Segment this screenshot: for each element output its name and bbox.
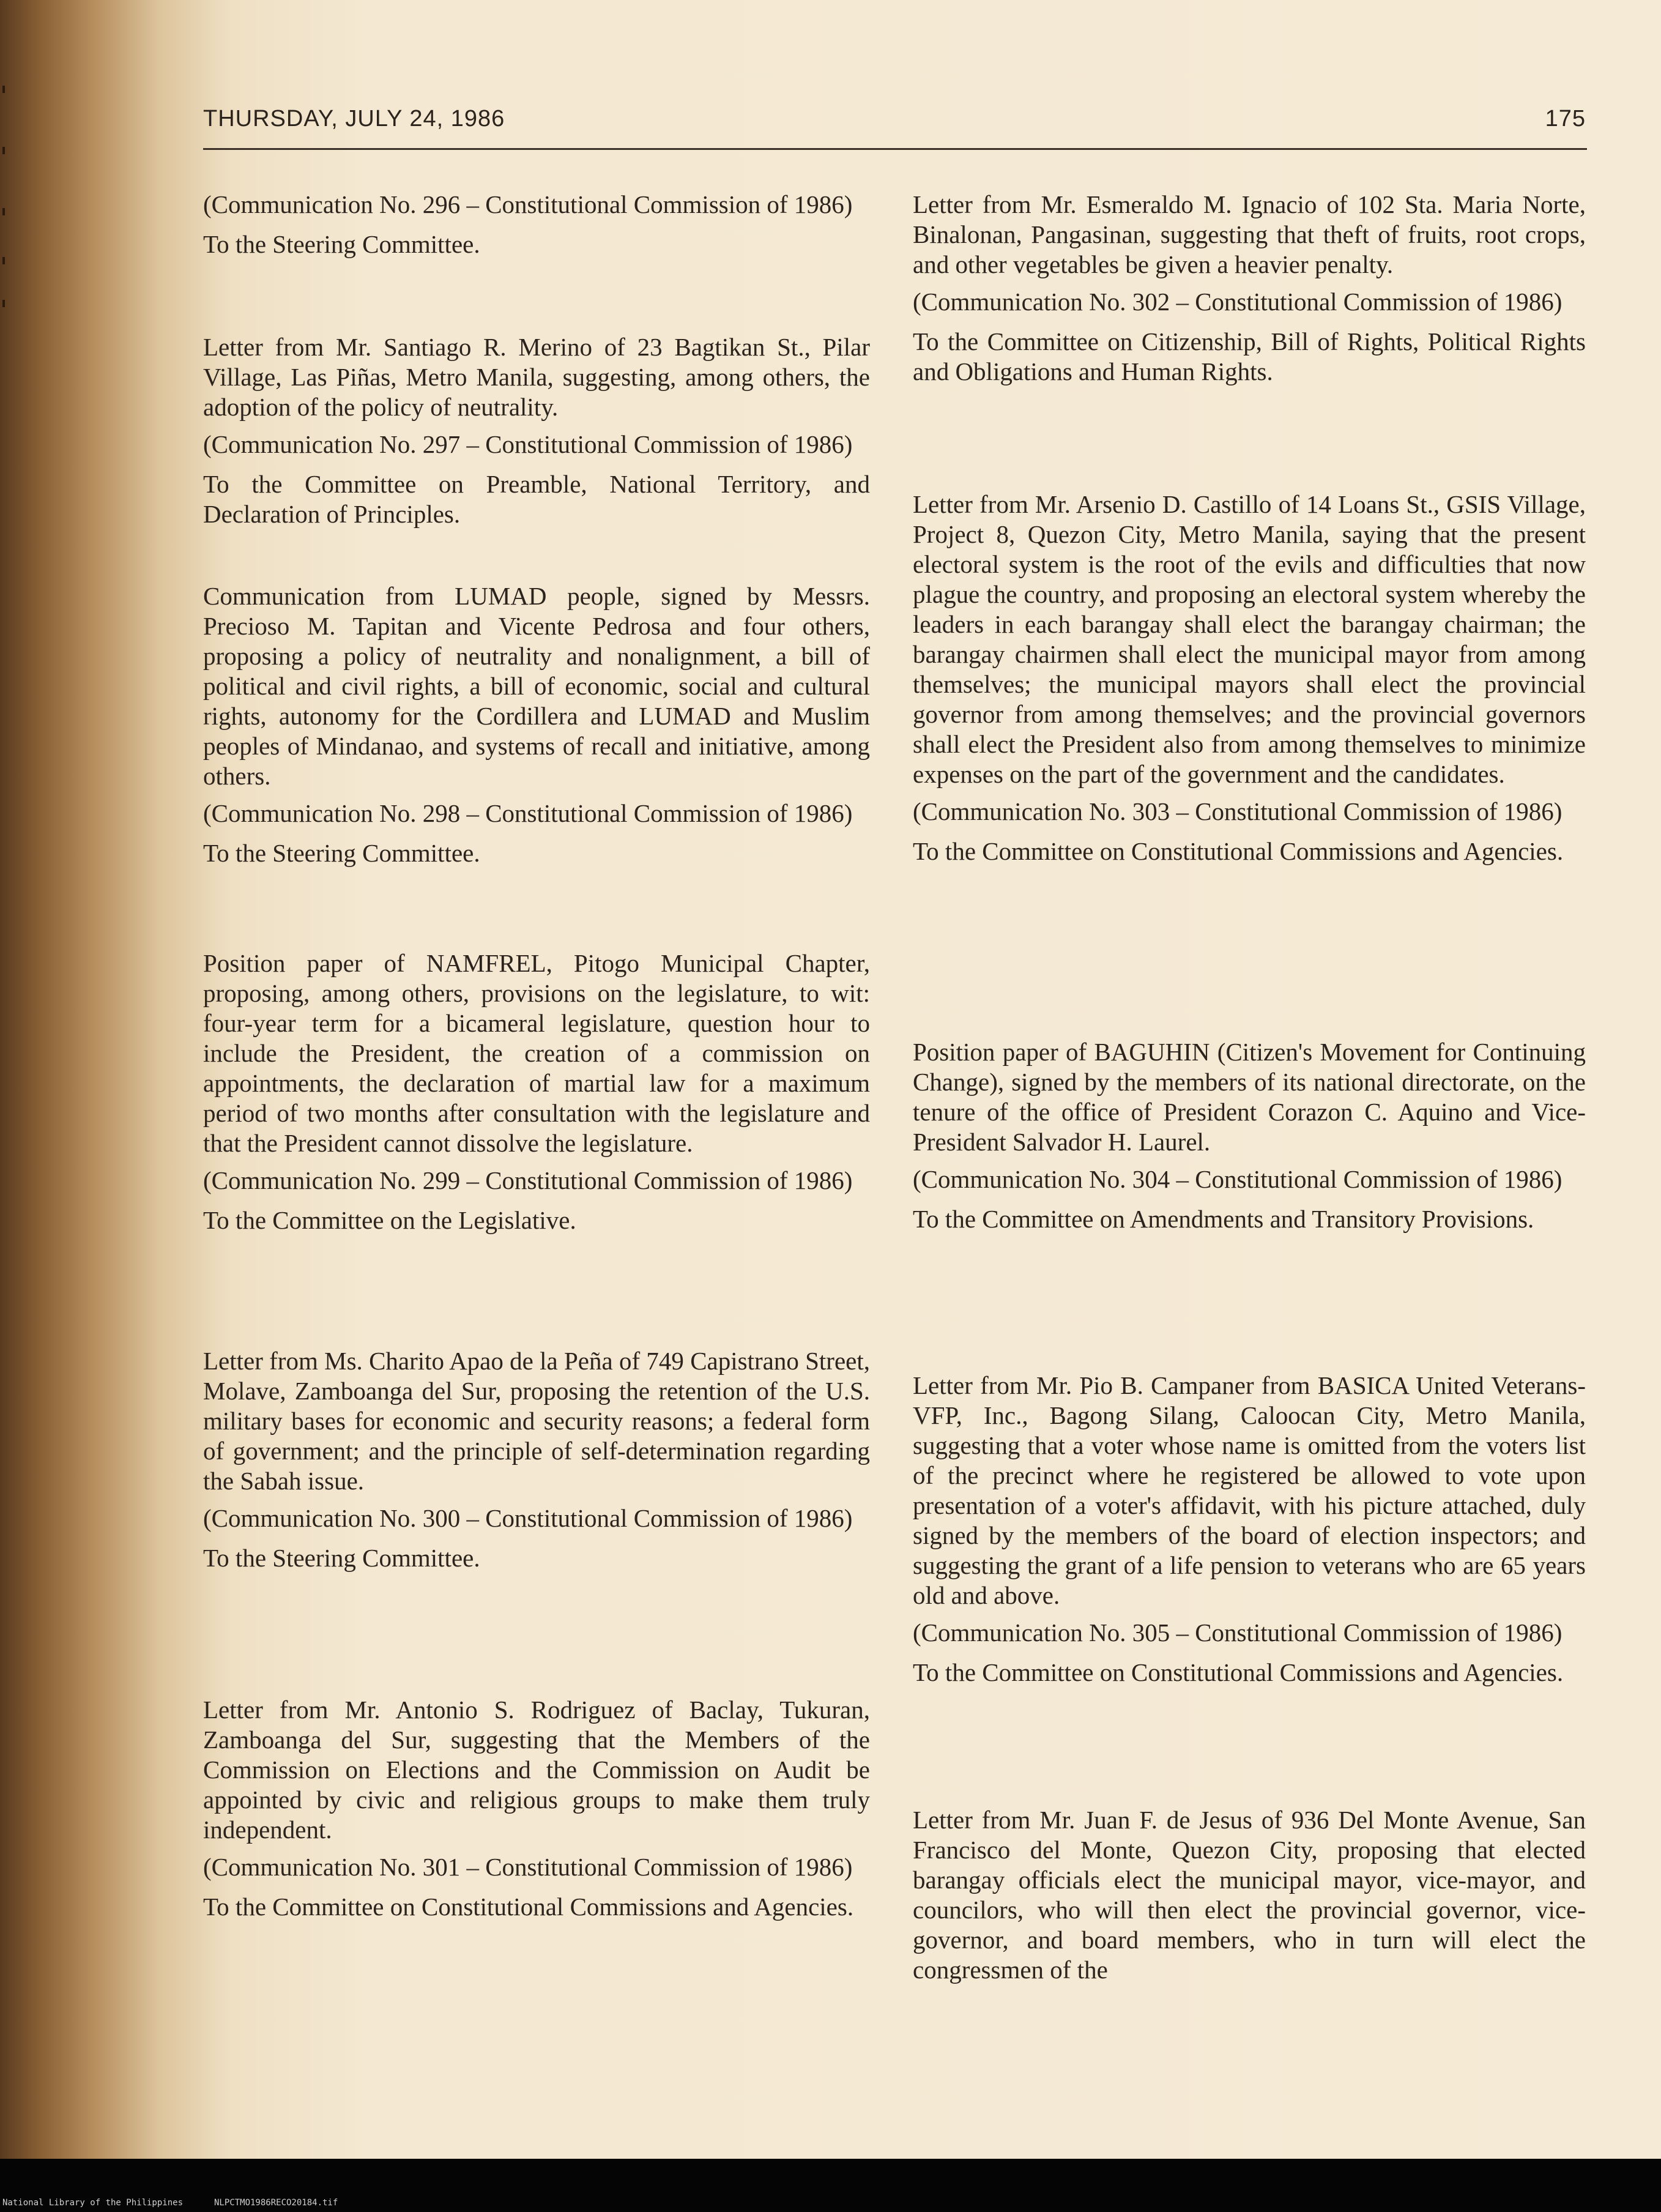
referral: To the Committee on Constitutional Commissions and Agencies. (913, 1658, 1564, 1686)
referral: To the Committee on Amendments and Transitory Provisions. (913, 1205, 1534, 1233)
footer-filename: NLPCTMO1986RECO20184.tif (214, 2198, 338, 2208)
communication-number: (Communication No. 298 – Constitutional Commission of 1986) (203, 799, 853, 827)
communication-number: (Communication No. 296 – Constitutional Commission of 1986) (203, 190, 853, 218)
referral: To the Steering Committee. (203, 839, 480, 867)
entry-body: Letter from Mr. Santiago R. Merino of 23 Bagtikan St., Pilar Village, Las Piñas, Metro Manila, suggesting, among others, the adoption of the policy of neutrality. (203, 333, 870, 421)
entry-302 (913, 190, 1586, 387)
referral: To the Committee on Constitutional Commissions and Agencies. (203, 1893, 854, 1921)
communication-number: (Communication No. 303 – Constitutional Commission of 1986) (913, 797, 1563, 825)
referral: To the Committee on Citizenship, Bill of Rights, Political Rights and Obligations and Human Rights. (913, 327, 1586, 385)
referral: To the Steering Committee. (203, 1544, 480, 1572)
scan-footer (0, 2159, 1661, 2212)
communication-number: (Communication No. 297 – Constitutional Commission of 1986) (203, 430, 853, 458)
entry-303 (913, 490, 1586, 866)
entry-body: Communication from LUMAD people, signed by Messrs. Precioso M. Tapitan and Vicente Pedrosa and four others, proposing a policy of neutrality and nonalignment, a bill of political and civil rights, a bill of economic, social and cultural rights, autonomy for the Cordillera and LUMAD and Muslim peoples of Mindanao, and systems of recall and initiative, among others. (203, 582, 870, 790)
entry-continued (913, 1805, 1586, 1985)
entry-300 (203, 1346, 870, 1573)
referral: To the Committee on Constitutional Commissions and Agencies. (913, 837, 1564, 865)
entry-body: Letter from Mr. Antonio S. Rodriguez of Baclay, Tukuran, Zamboanga del Sur, suggesting that the Members of the Commission on Elections and the Commission on Audit be appointed by civic and religious groups to make them truly independent. (203, 1696, 870, 1844)
page-number: 175 (1545, 106, 1586, 132)
entry-body: Letter from Mr. Pio B. Campaner from BASICA United Veterans-VFP, Inc., Bagong Silang, Caloocan City, Metro Manila, suggesting that a voter whose name is omitted from the voters list of the precinct where he registered be allowed to vote upon presentation of a voter's affidavit, with his picture attached, duly signed by the members of the board of election inspectors; and suggesting the grant of a life pension to veterans who are 65 years old and above. (913, 1371, 1586, 1609)
communication-number: (Communication No. 305 – Constitutional Commission of 1986) (913, 1618, 1563, 1647)
communication-number: (Communication No. 301 – Constitutional Commission of 1986) (203, 1853, 853, 1881)
communication-number: (Communication No. 300 – Constitutional Commission of 1986) (203, 1504, 853, 1532)
entry-298 (203, 581, 870, 868)
header-date: THURSDAY, JULY 24, 1986 (203, 106, 505, 132)
entry-body: Letter from Ms. Charito Apao de la Peña of 749 Capistrano Street, Molave, Zamboanga del Sur, proposing the retention of the U.S. military bases for economic and security reasons; a federal form of government; and the principle of self-determination regarding the Sabah issue. (203, 1347, 870, 1495)
communication-number: (Communication No. 302 – Constitutional Commission of 1986) (913, 288, 1563, 316)
binding-marks (0, 86, 12, 330)
entry-body: Letter from Mr. Juan F. de Jesus of 936 Del Monte Avenue, San Francisco del Monte, Quezon City, proposing that elected barangay officials elect the municipal mayor, vice-mayor, and councilors, who will then elect the provincial governor, vice-governor, and board members, who in turn will elect the congressmen of the (913, 1806, 1586, 1984)
entry-body: Position paper of BAGUHIN (Citizen's Movement for Continuing Change), signed by the members of its national directorate, on the tenure of the office of President Corazon C. Aquino and Vice-President Salvador H. Laurel. (913, 1038, 1586, 1156)
entry-body: Letter from Mr. Arsenio D. Castillo of 14 Loans St., GSIS Village, Project 8, Quezon City, Metro Manila, saying that the present electoral system is the root of the evils and difficulties that now plague the country, and proposing an electoral system whereby the leaders in each barangay shall elect the barangay chairman; the barangay chairmen shall elect the municipal mayor from among themselves; the municipal mayors shall elect the provincial governor from among themselves; and the provincial governors shall elect the President also from among themselves to minimize expenses on the part of the government and the candidates. (913, 490, 1586, 788)
entry-305 (913, 1371, 1586, 1688)
entry-304 (913, 1037, 1586, 1234)
entry-301 (203, 1695, 870, 1922)
communication-number: (Communication No. 299 – Constitutional Commission of 1986) (203, 1166, 853, 1194)
running-head (203, 106, 1586, 149)
referral: To the Steering Committee. (203, 230, 480, 258)
entry-body: Position paper of NAMFREL, Pitogo Municipal Chapter, proposing, among others, provisions on the legislature, to wit: four-year term for a bicameral legislature, question hour to include the President, the creation of a commission on appointments, the declaration of martial law for a maximum period of two months after consultation with the legislature and that the President cannot dissolve the legislature. (203, 949, 870, 1157)
header-rule (203, 148, 1587, 150)
communication-number: (Communication No. 304 – Constitutional Commission of 1986) (913, 1165, 1563, 1193)
footer-library: National Library of the Philippines (2, 2198, 184, 2208)
entry-297 (203, 332, 870, 529)
entry-296 (203, 190, 870, 259)
referral: To the Committee on Preamble, National Territory, and Declaration of Principles. (203, 470, 870, 528)
referral: To the Committee on the Legislative. (203, 1206, 576, 1234)
entry-299 (203, 948, 870, 1235)
entry-body: Letter from Mr. Esmeraldo M. Ignacio of 102 Sta. Maria Norte, Binalonan, Pangasinan, suggesting that theft of fruits, root crops, and other vegetables be given a heavier penalty. (913, 190, 1586, 278)
